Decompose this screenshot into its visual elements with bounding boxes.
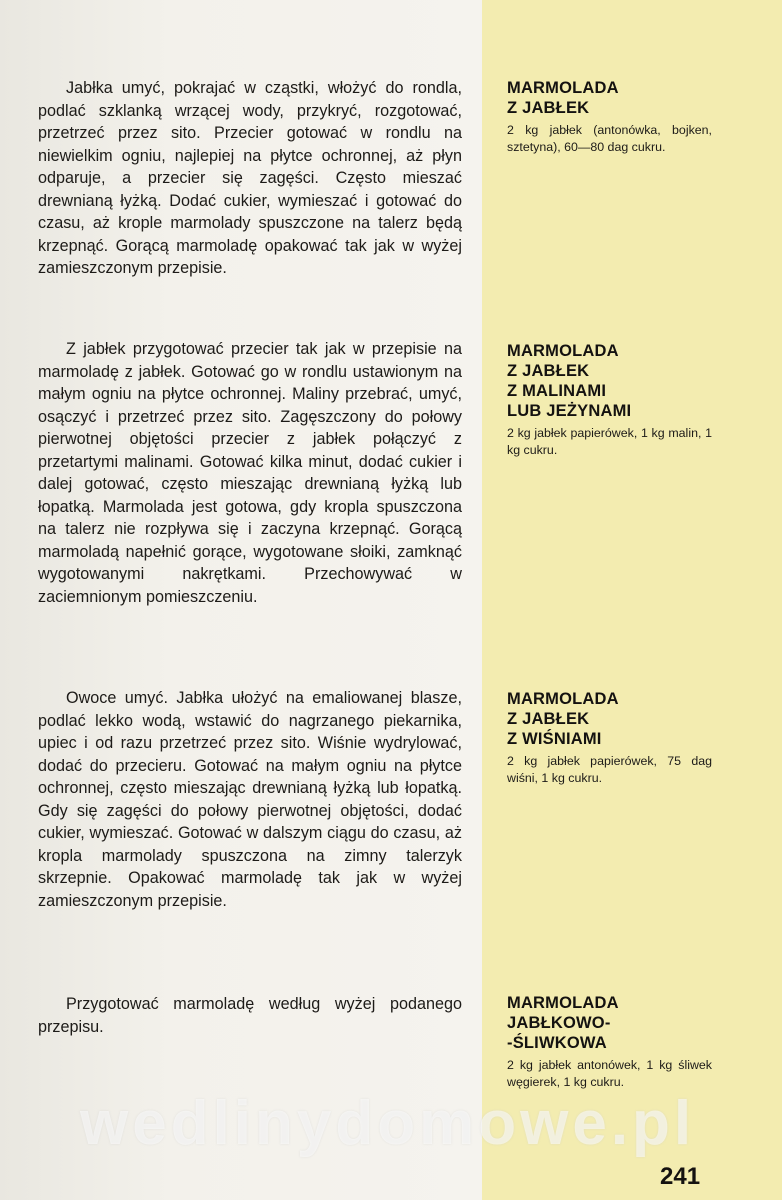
watermark: wedlinydomowe.pl [80, 1089, 696, 1158]
recipe-ingredients-1: 2 kg jabłek (antonówka, bojken, sztetyna), 60—80 dag cukru. [507, 123, 712, 154]
recipe-ingredients-4: 2 kg jabłek antonówek, 1 kg śliwek węgierek, 1 kg cukru. [507, 1058, 712, 1089]
recipe-method-1: Jabłka umyć, pokrajać w cząstki, włożyć do rondla, podlać szklanką wrzącej wody, przykryć, rozgotować, przetrzeć przez sito. Przecier gotować w rondlu na niewielkim ogniu, najlepiej na płytce ochronnej, aż płyn odparuje, a przecier się zagęści. Często mieszać drewnianą łyżką. Dodać cukier, wymieszać i gotować do czasu, aż krople marmolady spuszczone na talerz będą krzepnąć. Gorącą marmoladę opakować tak jak w wyżej zamieszczonym przepisie. [38, 79, 462, 277]
recipe-header-1 [507, 78, 712, 155]
recipe-method-3: Owoce umyć. Jabłka ułożyć na emaliowanej blasze, podlać lekko wodą, wstawić do nagrzanego piekarnika, upiec i od razu przetrzeć przez sito. Wiśnie wydrylować, dodać do przecieru. Gotować na małym ogniu na płytce ochronnej, często mieszając drewnianą łyżką lub łopatką. Gdy się zagęści do połowy pierwotnej objętości, dodać cukier, wymieszać. Gotować w dalszym ciągu do czasu, aż kropla marmolady spuszczona na zimny talerzyk skrzepnie. Opakować marmoladę tak jak w wyżej zamieszczonym przepisie. [38, 689, 462, 910]
recipe-title-4: MARMOLADA JABŁKOWO- -ŚLIWKOWA [507, 994, 619, 1052]
recipe-title-2: MARMOLADA Z JABŁEK Z MALINAMI LUB JEŻYNAMI [507, 342, 632, 420]
recipe-header-3 [507, 689, 712, 786]
recipe-header-2 [507, 341, 712, 458]
recipe-ingredients-3: 2 kg jabłek papierówek, 75 dag wiśni, 1 kg cukru. [507, 754, 712, 785]
recipe-ingredients-2: 2 kg jabłek papierówek, 1 kg malin, 1 kg cukru. [507, 426, 712, 457]
recipe-header-4 [507, 993, 712, 1090]
page-number: 241 [660, 1163, 701, 1190]
recipe-method-4: Przygotować marmoladę według wyżej podanego przepisu. [38, 995, 462, 1036]
recipe-method-2: Z jabłek przygotować przecier tak jak w przepisie na marmoladę z jabłek. Gotować go w rondlu ustawionym na małym ogniu na płytce ochronnej. Maliny przebrać, umyć, osączyć i przetrzeć przez sito. Zagęszczony do połowy pierwotnej objętości przecier z jabłek połączyć z przetartymi malinami. Gotować kilka minut, dodać cukier i dalej gotować, często mieszając drewnianą łyżką lub łopatką. Marmolada jest gotowa, gdy kropla spuszczona na talerz nie rozpływa się i zaczyna krzepnąć. Gorącą marmoladą napełnić gorące, wygotowane słoiki, zamknąć wygotowanymi nakrętkami. Przechowywać w zaciemnionym pomieszczeniu. [38, 340, 462, 606]
recipe-title-3: MARMOLADA Z JABŁEK Z WIŚNIAMI [507, 690, 619, 748]
recipe-title-1: MARMOLADA Z JABŁEK [507, 79, 619, 117]
